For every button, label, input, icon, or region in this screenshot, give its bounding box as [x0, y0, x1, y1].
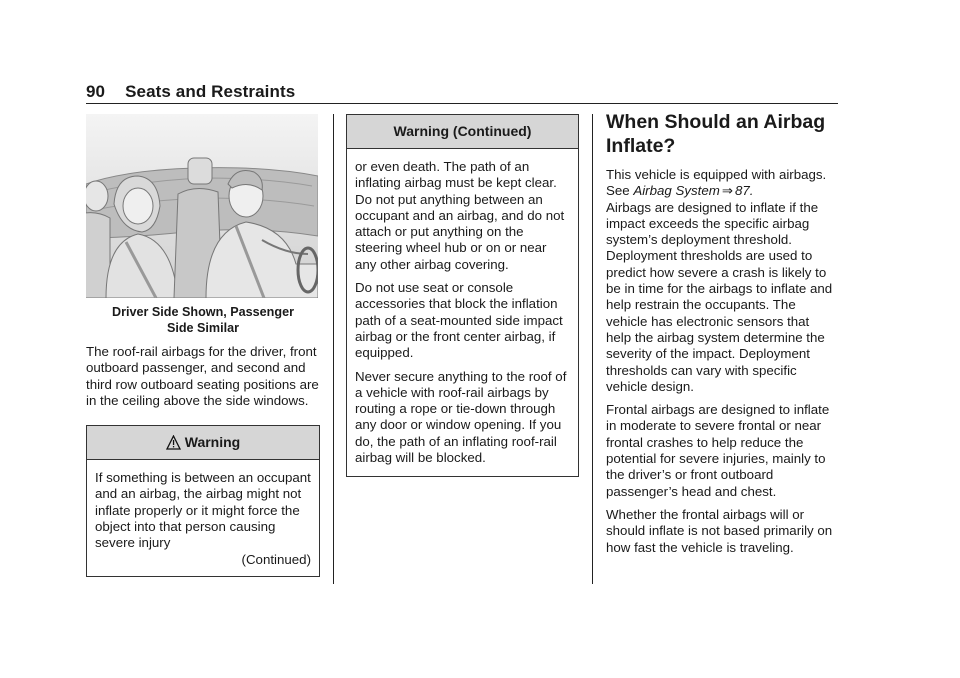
warning-text: If something is between an occupant and an airbag, the airbag might not inflate properly or it might force the object into that person causing severe injury — [95, 470, 311, 551]
warning-paragraph-1: or even death. The path of an inflating airbag must be kept clear. Do not put anything between an occupant and an airbag, and do not attach or put anything on the steering wheel hub or on or near any other airbag covering. — [355, 159, 565, 272]
section-title: Seats and Restraints — [125, 82, 296, 101]
warning-paragraph-3: Never secure anything to the roof of a vehicle with roof-rail airbags by routing a rope or tie-down through any door or window opening. If you do, the path of an inflating roof-rail airbag will be blocked. — [355, 368, 567, 466]
paragraph-1-intro: This vehicle is equipped with airbags. See — [606, 167, 827, 199]
page-number: 90 — [86, 82, 106, 101]
roof-rail-paragraph: The roof-rail airbags for the driver, front outboard passenger, and second and third row outboard seating positions are in the ceiling above the side windows. — [86, 344, 319, 408]
warning-paragraph-2: Do not use seat or console accessories that block the inflation path of a seat-mounted side impact airbag or the front center airbag, if equipped. — [355, 280, 563, 361]
warning-continued-box — [346, 114, 579, 477]
column-2 — [346, 114, 579, 477]
paragraph-1-rest: Airbags are designed to inflate if the impact exceeds the specific airbag system’s deployment threshold. Deployment thresholds are used to predict how severe a crash is likely to be in time for the airbags to inflate and help restrain the occupants. The vehicle has electronic sensors that help the airbag system determine the severity of the impact. Deployment thresholds can vary with specific vehicle design. — [606, 199, 833, 394]
column-divider-1 — [333, 114, 334, 584]
header-rule — [86, 103, 838, 104]
figure-caption — [86, 304, 320, 336]
warning-continued-title: Warning (Continued) — [347, 115, 578, 149]
continued-label: (Continued) — [241, 551, 311, 567]
section-heading: When Should an Airbag Inflate? — [606, 111, 826, 157]
warning-title: Warning — [184, 434, 241, 451]
warning-box — [86, 425, 320, 577]
airbag-system-link[interactable]: Airbag System — [633, 183, 720, 199]
airbag-illustration — [86, 114, 318, 298]
warning-body — [87, 460, 319, 576]
page-header — [86, 82, 295, 102]
page-ref-symbol: ⇒ — [721, 183, 733, 199]
paragraph-1 — [606, 167, 838, 395]
page-ref-number: 87. — [734, 183, 754, 199]
caption-line-2: Side Similar — [166, 321, 240, 335]
warning-continued-body — [347, 149, 578, 476]
warning-triangle-icon — [166, 429, 181, 462]
warning-title-bar — [87, 426, 319, 460]
column-divider-2 — [592, 114, 593, 584]
column-3 — [606, 110, 838, 563]
paragraph-2: Frontal airbags are designed to inflate in moderate to severe frontal or near frontal crashes to help reduce the potential for severe injuries, mainly to the driver’s or front outboard passenger’s head and chest. — [606, 402, 830, 499]
paragraph-3: Whether the frontal airbags will or should inflate is not based primarily on how fast the vehicle is traveling. — [606, 506, 833, 555]
column-1 — [86, 114, 320, 577]
caption-line-1: Driver Side Shown, Passenger — [112, 305, 294, 319]
illustration-drawing — [86, 114, 318, 298]
